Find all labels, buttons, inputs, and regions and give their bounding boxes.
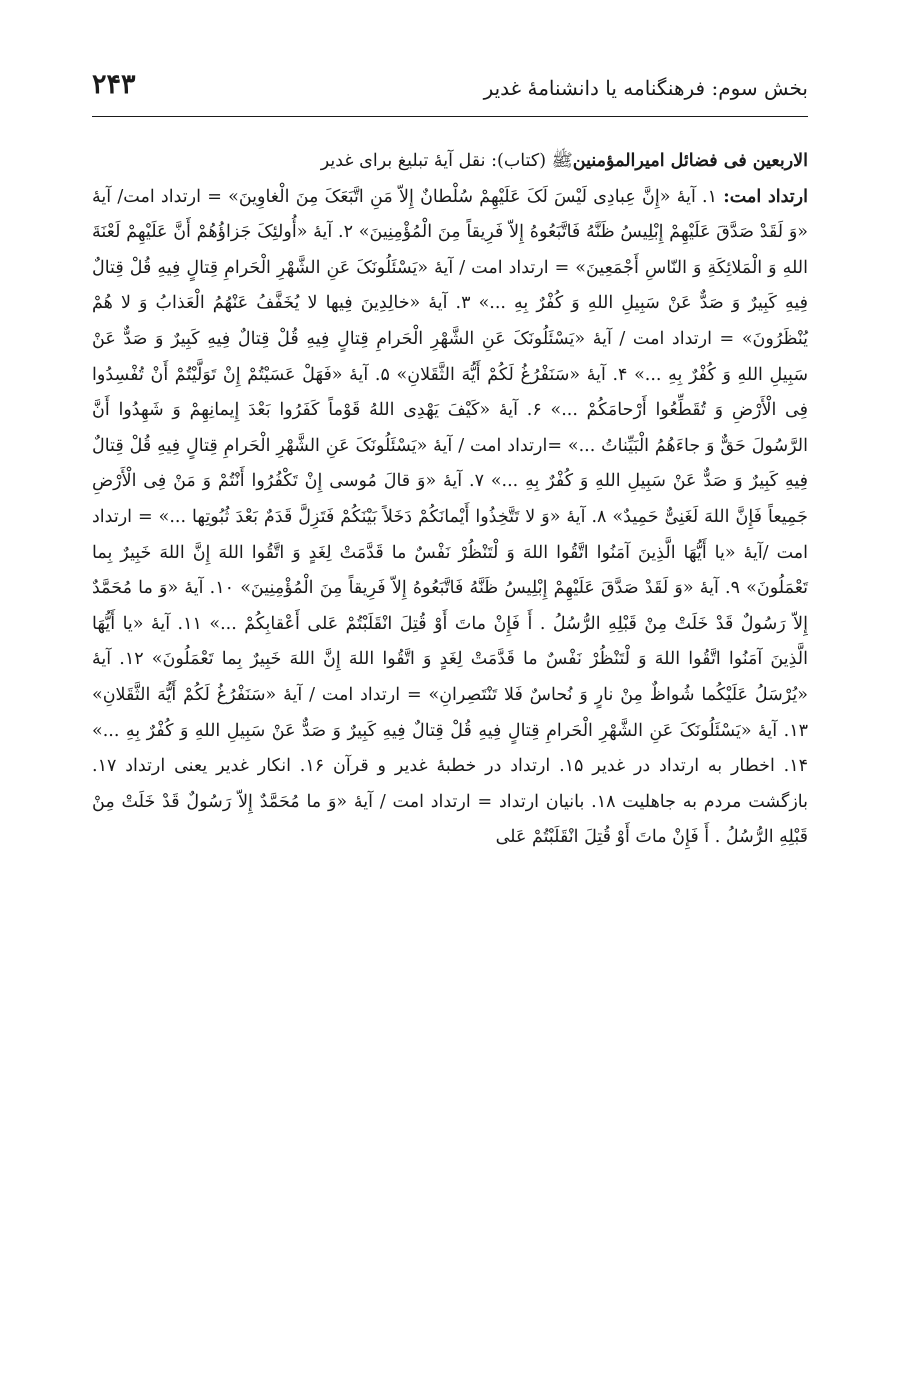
entry-text: ۱. آیهٔ «إِنَّ عِبادِی لَیْسَ لَکَ عَلَیْهِمْ سُلْطانٌ إِلاّ مَنِ اتَّبَعَکَ مِنَ الْغاوِینَ» = ارتداد امت/ آیهٔ «وَ لَقَدْ صَدَّقَ عَلَیْهِمْ إِبْلِیسُ ظَنَّهُ فَاتَّبَعُوهُ إِلاّ فَرِیقاً مِنَ الْمُؤْمِنِینَ» ۲. آیهٔ «أُولئِکَ جَزاؤُهُمْ أَنَّ عَلَیْهِمْ لَعْنَةَ اللهِ وَ الْمَلائِکَةِ وَ النّاسِ أَجْمَعِینَ» = ارتداد امت / آیهٔ «یَسْئَلُونَکَ عَنِ الشَّهْرِ الْحَرامِ قِتالٍ فِیهِ قُلْ قِتالٌ فِیهِ کَبِیرٌ وَ صَدٌّ عَنْ سَبِیلِ اللهِ وَ کُفْرٌ بِهِ ...» ۳. آیهٔ «خالِدِینَ فِیها لا یُخَفَّفُ عَنْهُمُ الْعَذابُ وَ لا هُمْ یُنْظَرُونَ» = ارتداد امت / آیهٔ «یَسْئَلُونَکَ عَنِ الشَّهْرِ الْحَرامِ قِتالٍ فِیهِ قُلْ قِتالٌ فِیهِ کَبِیرٌ وَ صَدٌّ عَنْ سَبِیلِ اللهِ وَ کُفْرٌ بِهِ ...» ۴. آیهٔ «سَنَفْرُغُ لَکُمْ أَیُّهَ الثَّقَلانِ» ۵. آیهٔ «فَهَلْ عَسَیْتُمْ إِنْ تَوَلَّیْتُمْ أَنْ تُفْسِدُوا فِی الْأَرْضِ وَ تُقَطِّعُوا أَرْحامَکُمْ ...» ۶. آیهٔ «کَیْفَ یَهْدِی اللهُ قَوْماً کَفَرُوا بَعْدَ إِیمانِهِمْ وَ شَهِدُوا أَنَّ الرَّسُولَ حَقٌّ وَ جاءَهُمُ الْبَیِّناتُ ...» =ارتداد امت / آیهٔ «یَسْئَلُونَکَ عَنِ الشَّهْرِ الْحَرامِ قِتالٍ فِیهِ قُلْ قِتالٌ فِیهِ کَبِیرٌ وَ صَدٌّ عَنْ سَبِیلِ اللهِ وَ کُفْرٌ بِهِ ...» ۷. آیهٔ «وَ قالَ مُوسی إِنْ تَکْفُرُوا أَنْتُمْ وَ مَنْ فِی الْأَرْضِ جَمِیعاً فَإِنَّ اللهَ لَغَنِیٌّ حَمِیدٌ» ۸. آیهٔ «وَ لا تَتَّخِذُوا أَیْمانَکُمْ دَخَلاً بَیْنَکُمْ فَتَزِلَّ قَدَمٌ بَعْدَ ثُبُوتِها ...» = ارتداد امت /آیهٔ «یا أَیُّهَا الَّذِینَ آمَنُوا اتَّقُوا اللهَ وَ لْتَنْظُرْ نَفْسٌ ما قَدَّمَتْ لِغَدٍ وَ اتَّقُوا اللهَ إِنَّ اللهَ خَبِیرٌ بِما تَعْمَلُونَ» ۹. آیهٔ «وَ لَقَدْ صَدَّقَ عَلَیْهِمْ إِبْلِیسُ ظَنَّهُ فَاتَّبَعُوهُ إِلاّ فَرِیقاً مِنَ الْمُؤْمِنِینَ» ۱۰. آیهٔ «وَ ما مُحَمَّدٌ إِلاّ رَسُولٌ قَدْ خَلَتْ مِنْ قَبْلِهِ الرُّسُلُ . أَ فَإِنْ ماتَ أَوْ قُتِلَ انْقَلَبْتُمْ عَلی أَعْقابِکُمْ ...» ۱۱. آیهٔ «یا أَیُّهَا الَّذِینَ آمَنُوا اتَّقُوا اللهَ وَ لْتَنْظُرْ نَفْسٌ ما قَدَّمَتْ لِغَدٍ وَ اتَّقُوا اللهَ إِنَّ اللهَ خَبِیرٌ بِما تَعْمَلُونَ» ۱۲. آیهٔ «یُرْسَلُ عَلَیْکُما شُواظٌ مِنْ نارٍ وَ نُحاسٌ فَلا تَنْتَصِرانِ» = ارتداد امت / آیهٔ «سَنَفْرُغُ لَکُمْ أَیُّهَ الثَّقَلانِ» ۱۳. آیهٔ «یَسْئَلُونَکَ عَنِ الشَّهْرِ الْحَرامِ قِتالٍ فِیهِ قُلْ قِتالٌ فِیهِ کَبِیرٌ وَ صَدٌّ عَنْ سَبِیلِ اللهِ وَ کُفْرٌ بِهِ ...» ۱۴. اخطار به ارتداد در غدیر ۱۵. ارتداد در خطبهٔ غدیر و قرآن ۱۶. انکار غدیر یعنی ارتداد ۱۷. بازگشت مردم به جاهلیت ۱۸. بانیان ارتداد = ارتداد امت / آیهٔ «وَ ما مُحَمَّدٌ إِلاّ رَسُولٌ قَدْ خَلَتْ مِنْ قَبْلِهِ الرُّسُلُ . أَ فَإِنْ ماتَ أَوْ قُتِلَ انْقَلَبْتُمْ عَلی	[92, 186, 809, 848]
page-body	[92, 144, 808, 856]
page-header	[92, 64, 808, 110]
running-title: بخش سوم: فرهنگنامه یا دانشنامهٔ غدیر	[483, 76, 808, 100]
header-divider	[92, 116, 808, 117]
book-page	[92, 0, 808, 1390]
entry-title: الاربعین فی فضائل امیرالمؤمنین	[572, 151, 808, 171]
entry-paragraph	[92, 144, 808, 856]
entry-term: ارتداد امت:	[723, 186, 808, 207]
entry-title-rest: ﷺ (کتاب): نقل آیهٔ تبلیغ برای غدیر	[320, 151, 573, 171]
page-number: ۲۴۳	[92, 69, 136, 100]
